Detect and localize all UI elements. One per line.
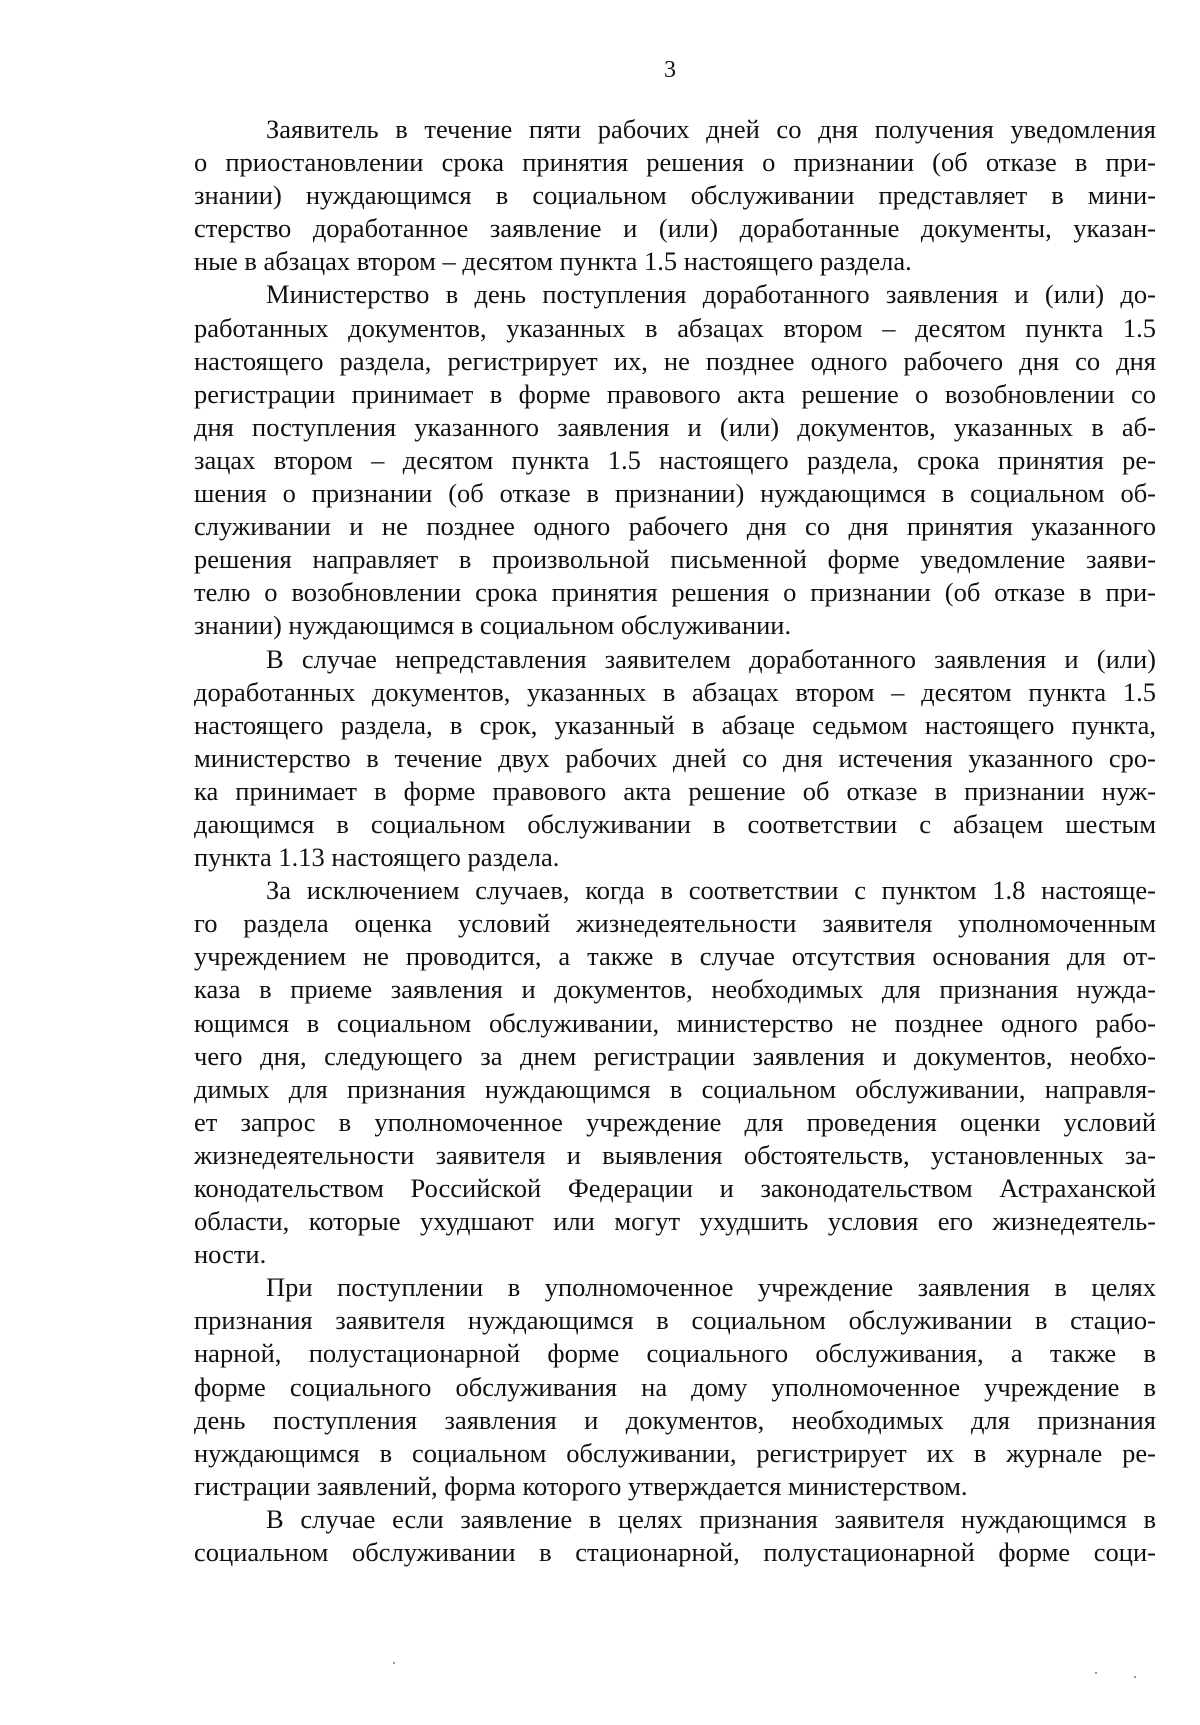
text-line: димых для признания нуждающимся в социальном обслуживании, направля- [194,1073,1156,1104]
text-line: дня поступления указанного заявления и (или) документов, указанных в аб- [194,411,1156,442]
text-line: го раздела оценка условий жизнедеятельности заявителя уполномоченным [194,908,1156,939]
text-line: За исключением случаев, когда в соответствии с пунктом 1.8 настояще- [266,875,1156,906]
paragraph-2 [194,278,1156,642]
text-line: ет запрос в уполномоченное учреждение для проведения оценки условий [194,1106,1156,1137]
text-line: форме социального обслуживания на дому уполномоченное учреждение в [194,1371,1156,1402]
text-line: нарной, полустационарной форме социального обслуживания, а также в [194,1338,1156,1369]
paragraph-3 [194,643,1156,875]
text-line: конодательством Российской Федерации и законодательством Астраханской [194,1173,1156,1203]
text-line: нуждающимся в социальном обслуживании, регистрирует их в журнале ре- [194,1437,1156,1468]
text-line: знании) нуждающимся в социальном обслуживании. [194,610,792,641]
text-line: ности. [194,1239,267,1270]
text-line: телю о возобновлении срока принятия решения о признании (об отказе в при- [194,577,1156,608]
text-line: гистрации заявлений, форма которого утверждается министерством. [194,1470,968,1501]
text-line: доработанных документов, указанных в абзацах втором – десятом пункта 1.5 [194,676,1156,707]
text-line: В случае если заявление в целях признания заявителя нуждающимся в [266,1503,1156,1534]
page-number: 3 [664,57,676,83]
text-line: социальном обслуживании в стационарной, полустационарной форме соци- [194,1537,1156,1568]
text-line: области, которые ухудшают или могут ухудшить условия его жизнедеятель- [194,1206,1156,1237]
text-line: ка принимает в форме правового акта решение об отказе в признании нуж- [194,775,1156,806]
paragraph-6 [194,1503,1156,1569]
text-line: стерство доработанное заявление и (или) доработанные документы, указан- [194,213,1156,244]
text-line: шения о признании (об отказе в признании) нуждающимся в социальном об- [194,478,1156,509]
text-line: Заявитель в течение пяти рабочих дней со дня получения уведомления [266,114,1156,144]
text-line: регистрации принимает в форме правового акта решение о возобновлении со [194,378,1156,409]
text-line: В случае непредставления заявителем доработанного заявления и (или) [266,643,1156,674]
paragraph-5 [194,1271,1156,1503]
text-line: Министерство в день поступления доработанного заявления и (или) до- [266,279,1156,310]
text-line: пункта 1.13 настоящего раздела. [194,842,560,873]
scan-speck [1134,1676,1136,1678]
text-line: зацах втором – десятом пункта 1.5 настоящего раздела, срока принятия ре- [194,444,1156,475]
text-line: настоящего раздела, в срок, указанный в абзаце седьмом настоящего пункта, [194,709,1156,740]
scan-speck [393,1662,395,1664]
text-line: дающимся в социальном обслуживании в соответствии с абзацем шестым [194,808,1156,839]
text-line: ные в абзацах втором – десятом пункта 1.5 настоящего раздела. [194,246,912,277]
text-line: жизнедеятельности заявителя и выявления обстоятельств, установленных за- [194,1139,1156,1170]
document-body [194,113,1156,1569]
text-line: При поступлении в уполномоченное учреждение заявления в целях [266,1272,1156,1303]
text-line: знании) нуждающимся в социальном обслуживании представляет в мини- [194,180,1156,211]
text-line: о приостановлении срока принятия решения о признании (об отказе в при- [194,147,1156,178]
text-line: решения направляет в произвольной письменной форме уведомление заяви- [194,544,1156,575]
scan-speck [1095,1672,1097,1674]
text-line: учреждением не проводится, а также в случае отсутствия основания для от- [194,941,1156,972]
text-line: день поступления заявления и документов, необходимых для признания [194,1404,1156,1435]
text-line: служивании и не позднее одного рабочего дня со дня принятия указанного [194,511,1156,542]
text-line: чего дня, следующего за днем регистрации заявления и документов, необхо- [194,1040,1156,1071]
text-line: каза в приеме заявления и документов, необходимых для признания нужда- [194,974,1156,1005]
text-line: министерство в течение двух рабочих дней со дня истечения указанного сро- [194,742,1156,773]
paragraph-1 [194,113,1156,278]
text-line: настоящего раздела, регистрирует их, не позднее одного рабочего дня со дня [194,345,1156,376]
text-line: ющимся в социальном обслуживании, министерство не позднее одного рабо- [194,1007,1156,1038]
text-line: признания заявителя нуждающимся в социальном обслуживании в стацио- [194,1305,1156,1336]
text-line: работанных документов, указанных в абзацах втором – десятом пункта 1.5 [194,312,1156,343]
paragraph-4 [194,874,1156,1271]
